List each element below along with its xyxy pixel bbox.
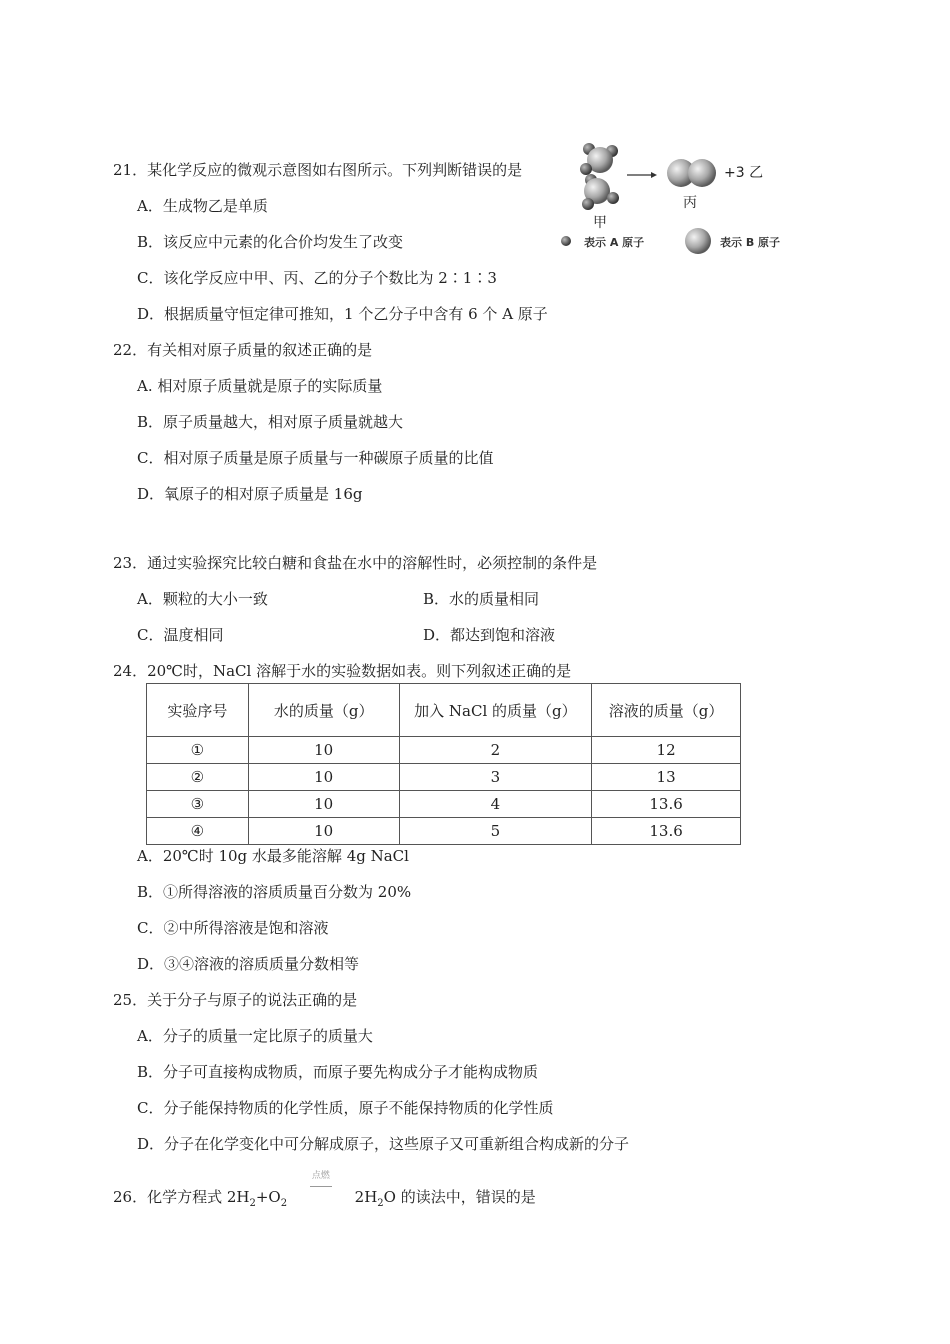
q23-option-b: B．水的质量相同 (423, 590, 540, 608)
reaction-diagram (555, 135, 805, 255)
header-cell: 加入 NaCl 的质量（g） (399, 684, 592, 737)
q22-option-d: D．氧原子的相对原子质量是 16g (137, 485, 363, 503)
condition-label: 点燃 (311, 1171, 330, 1181)
table-row (147, 737, 741, 764)
table-cell: ④ (147, 818, 249, 845)
table-cell: ① (147, 737, 249, 764)
table-cell: 2 (399, 737, 592, 764)
subscript: 2 (249, 1198, 256, 1209)
q25-option-b: B．分子可直接构成物质，而原子要先构成分子才能构成物质 (137, 1063, 539, 1081)
q21-option-b: B．该反应中元素的化合价均发生了改变 (137, 233, 404, 251)
q23-option-d: D．都达到饱和溶液 (423, 626, 556, 644)
reaction-condition-arrow (292, 1166, 350, 1206)
header-cell: 实验序号 (147, 684, 249, 737)
table-row (147, 764, 741, 791)
table-cell: 5 (399, 818, 592, 845)
nacl-data-table (146, 683, 741, 845)
q22-stem: 22．有关相对原子质量的叙述正确的是 (113, 341, 373, 359)
table-cell: 10 (248, 791, 399, 818)
table-cell: 4 (399, 791, 592, 818)
table-row (147, 818, 741, 845)
q25-option-c: C．分子能保持物质的化学性质，原子不能保持物质的化学性质 (137, 1099, 554, 1117)
table-cell: 3 (399, 764, 592, 791)
q23-option-c: C．温度相同 (137, 626, 224, 644)
q21-stem: 21．某化学反应的微观示意图如右图所示。下列判断错误的是 (113, 161, 523, 179)
table-cell: 10 (248, 818, 399, 845)
legend-a-atom: 表示 A 原子 (584, 236, 645, 249)
table-cell: 13.6 (592, 818, 741, 845)
table-cell: 10 (248, 737, 399, 764)
table-row (147, 791, 741, 818)
q24-option-d: D．③④溶液的溶质质量分数相等 (137, 955, 360, 973)
q25-stem: 25．关于分子与原子的说法正确的是 (113, 991, 358, 1009)
q25-option-a: A．分子的质量一定比原子的质量大 (137, 1027, 373, 1045)
q22-option-c: C．相对原子质量是原子质量与一种碳原子质量的比值 (137, 449, 494, 467)
subscript: 2 (280, 1198, 288, 1209)
q21-option-d: D．根据质量守恒定律可推知，1 个乙分子中含有 6 个 A 原子 (137, 305, 548, 323)
q24-stem: 24．20℃时，NaCl 溶解于水的实验数据如表。则下列叙述正确的是 (113, 662, 572, 680)
q24-option-c: C．②中所得溶液是饱和溶液 (137, 919, 329, 937)
header-cell: 水的质量（g） (248, 684, 399, 737)
legend-b-atom: 表示 B 原子 (720, 236, 781, 249)
plus-o2: +O (255, 1188, 281, 1206)
subscript: 2 (377, 1198, 384, 1209)
q24-option-b: B．①所得溶液的溶质质量百分数为 20% (137, 883, 412, 901)
table-cell: ③ (147, 791, 249, 818)
product-prefix: 2H (354, 1188, 378, 1206)
q21-option-c: C．该化学反应中甲、丙、乙的分子个数比为 2∶1∶3 (137, 269, 497, 287)
q23-option-a: A．颗粒的大小一致 (137, 590, 268, 608)
q26-stem-prefix: 26．化学方程式 2H (113, 1188, 250, 1206)
table-cell: 13 (592, 764, 741, 791)
q22-option-b: B．原子质量越大，相对原子质量就越大 (137, 413, 404, 431)
q26-stem (113, 1170, 536, 1214)
q22-option-a: A. 相对原子质量就是原子的实际质量 (137, 377, 383, 395)
product-suffix: O 的读法中，错误的是 (383, 1188, 536, 1206)
table-cell: ② (147, 764, 249, 791)
jia-label: 甲 (593, 215, 607, 231)
table-cell: 10 (248, 764, 399, 791)
table-cell: 12 (592, 737, 741, 764)
header-cell: 溶液的质量（g） (592, 684, 741, 737)
bing-label: 丙 (683, 195, 697, 211)
plus-3-yi-label: +3 乙 (724, 165, 764, 181)
table-header-row (147, 684, 741, 737)
q24-option-a: A．20℃时 10g 水最多能溶解 4g NaCl (137, 847, 409, 865)
q25-option-d: D．分子在化学变化中可分解成原子，这些原子又可重新组合构成新的分子 (137, 1135, 630, 1153)
table-cell: 13.6 (592, 791, 741, 818)
q21-option-a: A．生成物乙是单质 (137, 197, 268, 215)
q23-stem: 23．通过实验探究比较白糖和食盐在水中的溶解性时，必须控制的条件是 (113, 554, 598, 572)
